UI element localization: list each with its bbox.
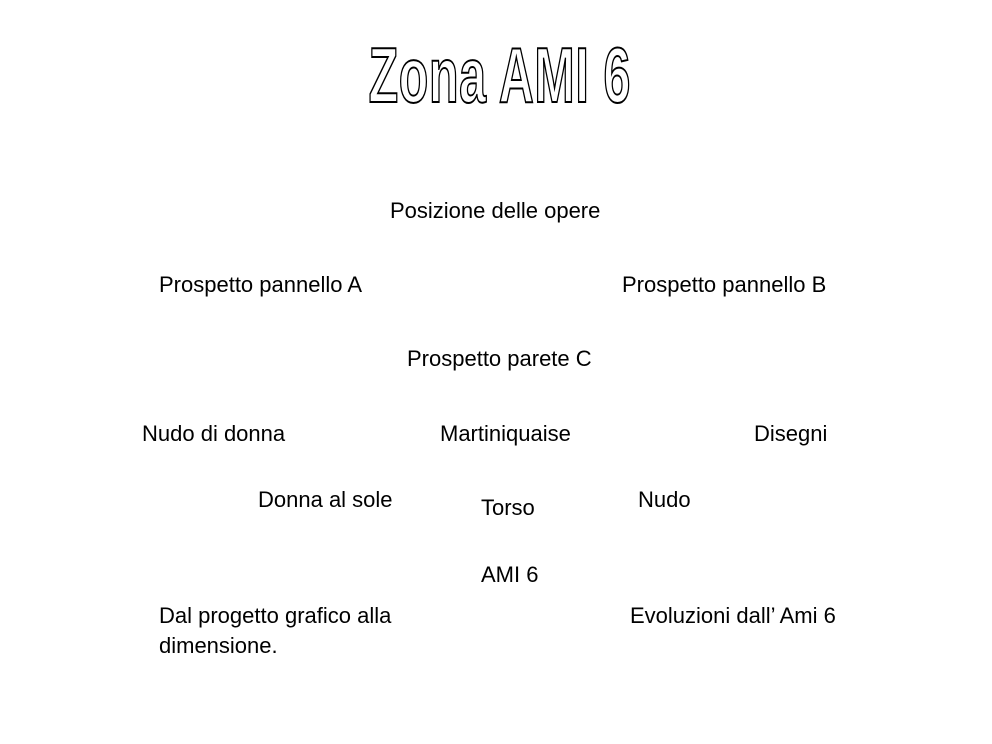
link-donna-al-sole[interactable]: Donna al sole: [258, 487, 393, 512]
link-nudo-di-donna[interactable]: Nudo di donna: [142, 421, 286, 446]
link-nudo[interactable]: Nudo: [638, 487, 691, 512]
link-disegni[interactable]: Disegni: [754, 421, 828, 446]
link-prospetto-pannello-a[interactable]: Prospetto pannello A: [159, 272, 363, 297]
link-torso[interactable]: Torso: [481, 495, 535, 520]
link-martiniquaise[interactable]: Martiniquaise: [440, 421, 571, 446]
link-ami-6[interactable]: AMI 6: [481, 562, 539, 587]
link-prospetto-parete-c[interactable]: Prospetto parete C: [407, 346, 592, 371]
link-dal-progetto-grafico[interactable]: Dal progetto grafico alla dimensione.: [159, 603, 392, 658]
link-posizione-delle-opere[interactable]: Posizione delle opere: [390, 198, 601, 223]
slide-title: Zona AMI 6: [368, 31, 631, 119]
link-prospetto-pannello-b[interactable]: Prospetto pannello B: [622, 272, 827, 297]
link-evoluzioni-dall-ami-6[interactable]: Evoluzioni dall’ Ami 6: [630, 603, 836, 628]
